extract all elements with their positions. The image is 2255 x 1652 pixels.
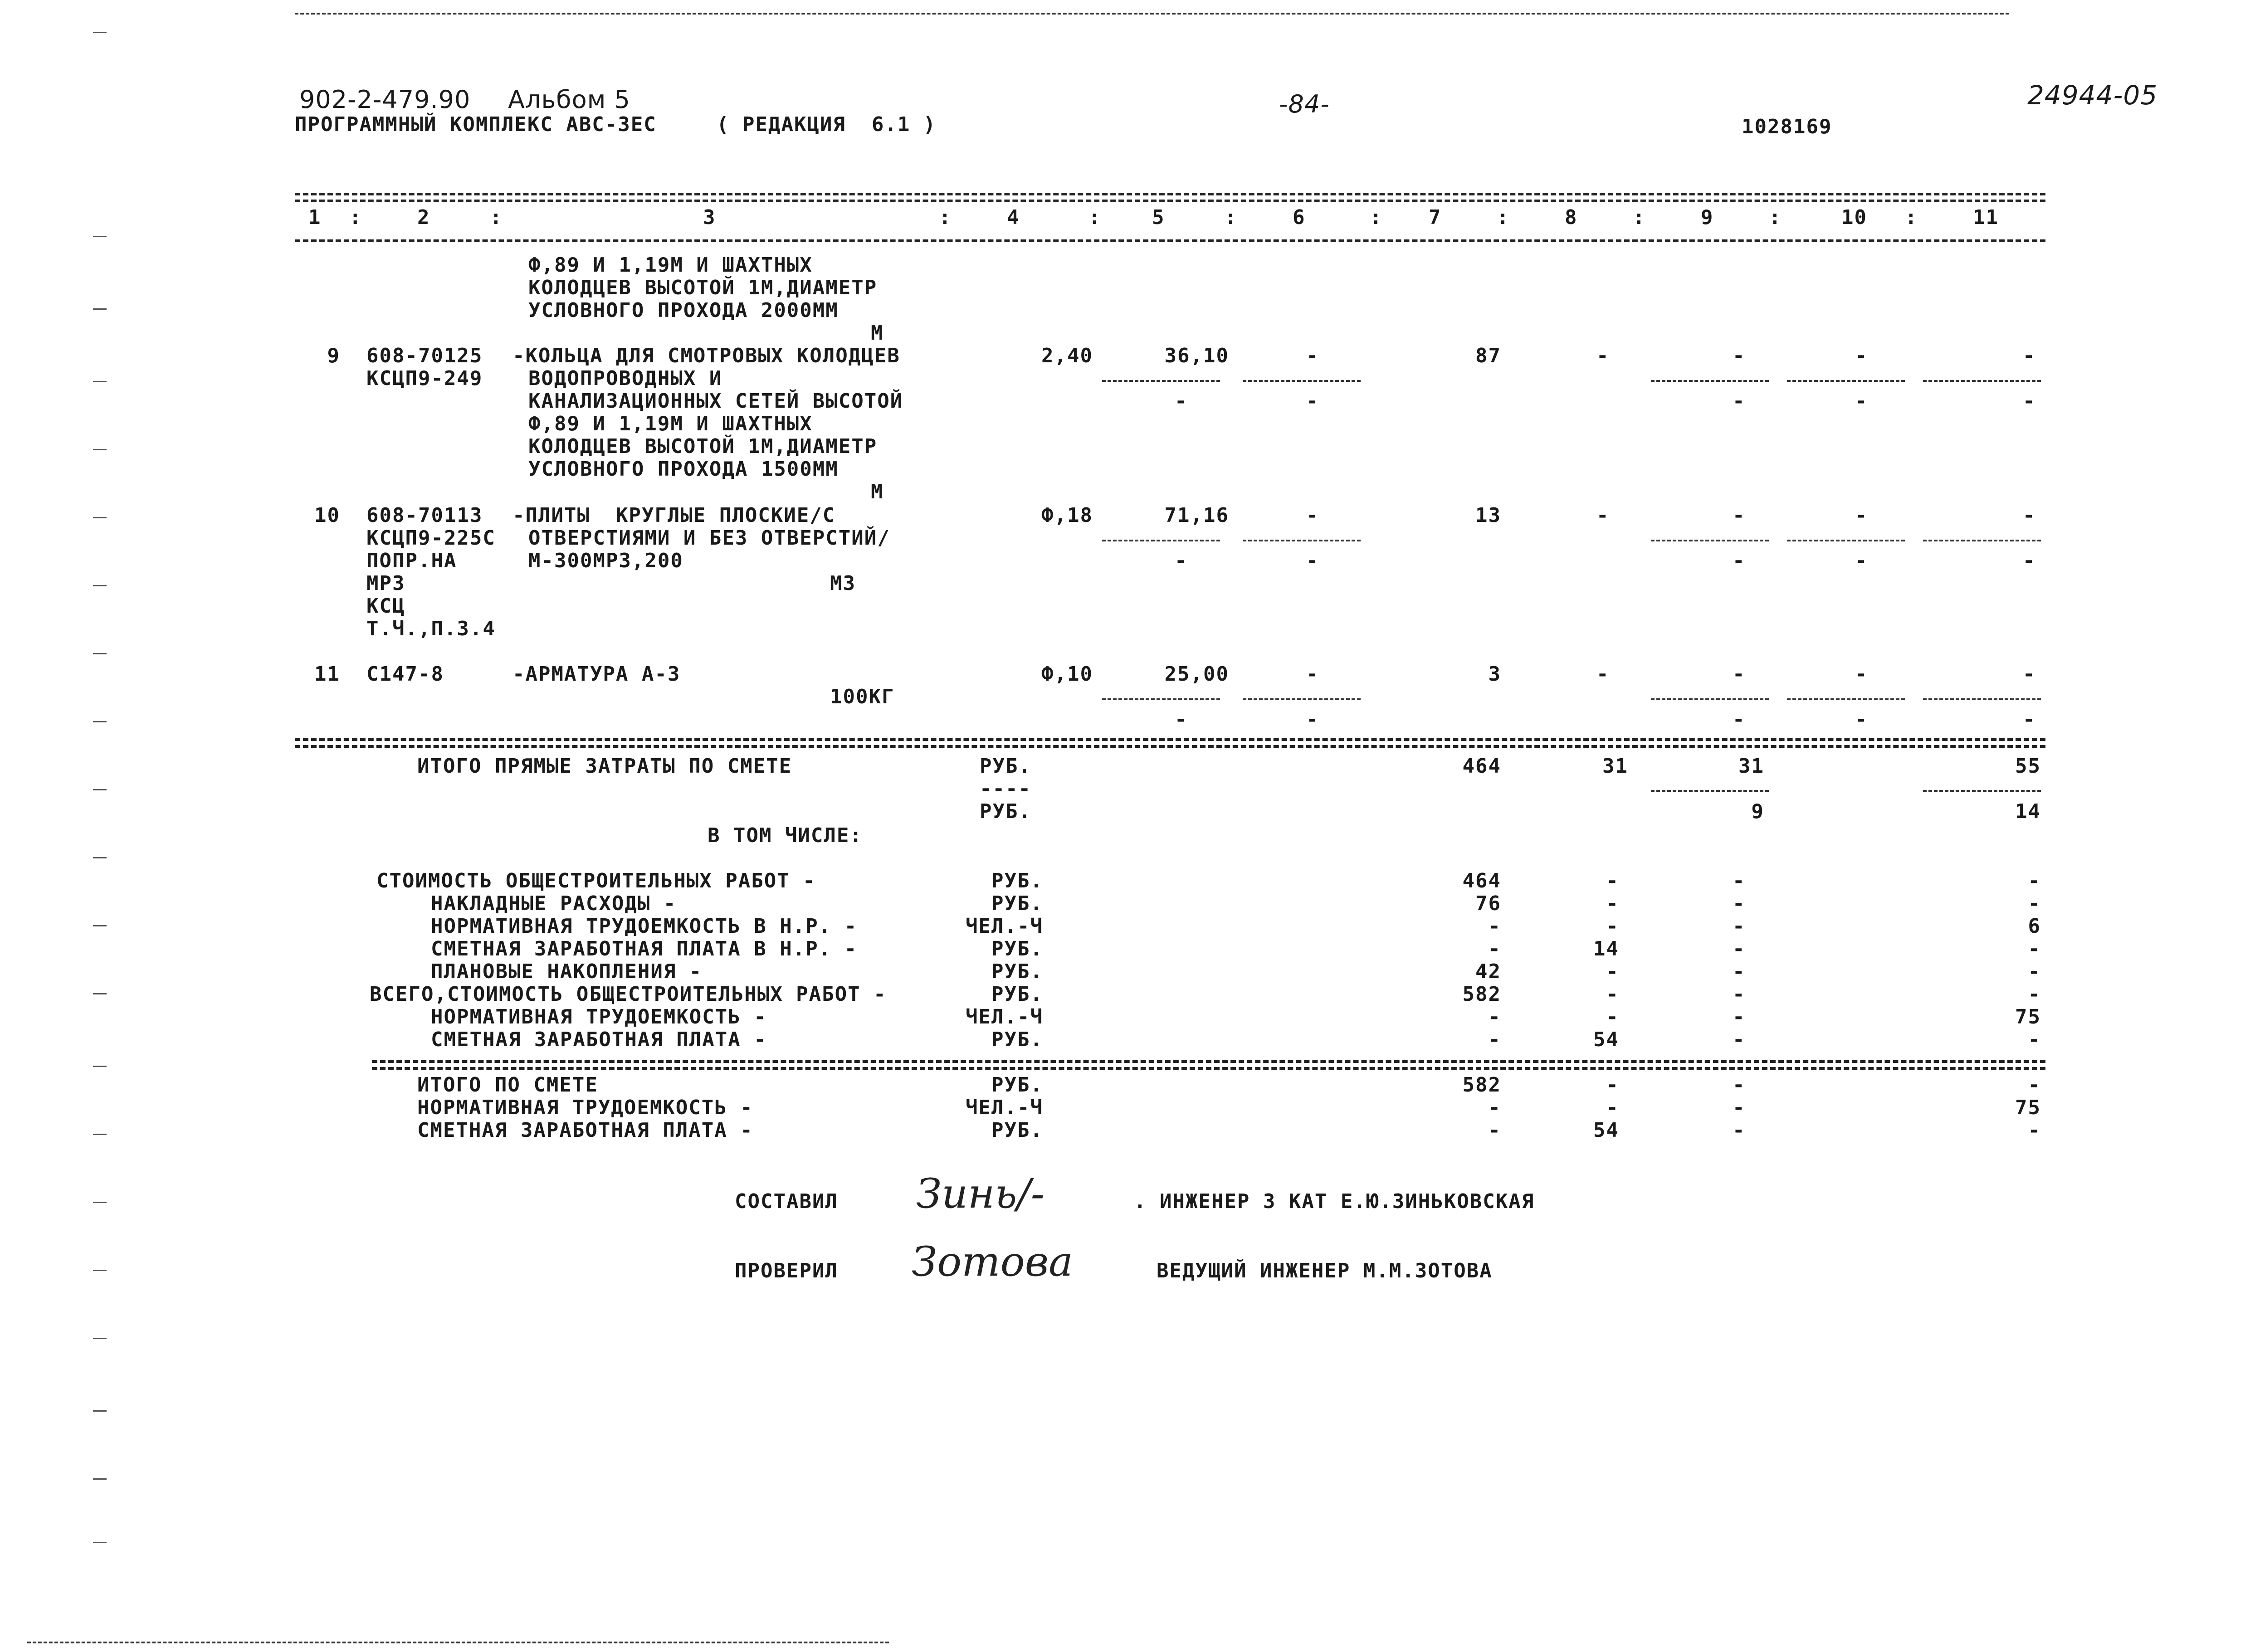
totals-c11: - [2028,1073,2041,1096]
margin-tick [93,1134,107,1135]
column-header-cell: : [1769,206,1782,229]
breakdown-unit: РУБ. [991,869,1043,892]
item-s6: - [1306,390,1319,413]
direct-costs-label: ИТОГО ПРЯМЫЕ ЗАТРАТЫ ПО СМЕТЕ [417,755,792,778]
totals-c9: - [1733,1096,1746,1119]
item-c9: - [1733,344,1746,367]
item-sub-rule [1923,540,2041,541]
item-s9: - [1733,390,1746,413]
item-sub-rule [1243,380,1361,382]
item-c11: - [2023,344,2036,367]
column-header-cell: 8 [1565,206,1578,229]
item-description-line: УСЛОВНОГО ПРОХОДА 1500ММ [528,458,839,481]
item-code-line: Т.Ч.,П.3.4 [366,617,496,640]
margin-tick [93,1410,107,1412]
checked-label: ПРОВЕРИЛ [735,1259,838,1282]
item-c6: - [1306,504,1319,527]
item-sub-rule [1651,540,1769,541]
item-c10: - [1855,504,1868,527]
breakdown-c8: - [1606,892,1619,915]
continuation-line: КОЛОДЦЕВ ВЫСОТОЙ 1М,ДИАМЕТР [528,276,878,299]
item-c8: - [1596,663,1610,686]
item-sub-rule [1102,540,1220,541]
checked-signature: Зотова [912,1238,1073,1286]
totals-unit: ЧЕЛ.-Ч [966,1096,1043,1119]
item-c10: - [1855,344,1868,367]
top-edge-line [295,13,2009,15]
column-header-cell: 5 [1152,206,1165,229]
totals-c11: 75 [2015,1096,2041,1119]
breakdown-c9: - [1733,869,1746,892]
breakdown-c9: - [1733,960,1746,983]
breakdown-c11: - [2028,960,2041,983]
item-sub-rule [1923,380,2041,382]
item-c11: - [2023,663,2036,686]
margin-tick [93,381,107,382]
item-s6: - [1306,708,1319,731]
item-unit: 100КГ [830,685,895,708]
item-s10: - [1855,390,1868,413]
totals-unit: РУБ. [991,1119,1043,1142]
breakdown-unit: ЧЕЛ.-Ч [966,915,1043,938]
direct-costs-sub-rule-9 [1651,790,1769,792]
totals-c7: 582 [1462,1073,1501,1096]
continuation-unit: М [871,322,884,345]
doc-code: 902-2-479.90 [299,85,471,114]
compiled-label: СОСТАВИЛ [735,1190,838,1213]
totals-label: ИТОГО ПО СМЕТЕ [417,1073,598,1096]
continuation-line: Ф,89 И 1,19М И ШАХТНЫХ [528,253,813,277]
totals-rule-2 [372,1067,2045,1070]
column-header-cell: 10 [1841,206,1867,229]
breakdown-label: ПЛАНОВЫЕ НАКОПЛЕНИЯ - [431,960,703,983]
margin-tick [93,308,107,310]
margin-tick [93,857,107,858]
column-header-cell: 4 [1007,206,1020,229]
breakdown-label: ВСЕГО,СТОИМОСТЬ ОБЩЕСТРОИТЕЛЬНЫХ РАБОТ - [370,983,887,1006]
margin-tick [93,925,107,926]
direct-costs-unit2: РУБ. [980,800,1031,823]
item-description-line: -КОЛЬЦА ДЛЯ СМОТРОВЫХ КОЛОДЦЕВ [512,344,900,367]
item-sub-rule [1651,380,1769,382]
item-c7: 3 [1488,663,1501,686]
item-code-line: ПОПР.НА [366,549,457,572]
breakdown-label: СМЕТНАЯ ЗАРАБОТНАЯ ПЛАТА В Н.Р. - [431,937,858,960]
direct-costs-c9: 31 [1738,755,1764,778]
item-sub-rule [1243,698,1361,700]
item-c5: 25,00 [1164,663,1229,686]
breakdown-c8: 54 [1593,1028,1619,1051]
item-c9: - [1733,504,1746,527]
item-s11: - [2023,390,2036,413]
item-s5: - [1175,549,1188,572]
item-c5: 71,16 [1164,504,1229,527]
breakdown-c9: - [1733,892,1746,915]
totals-c9: - [1733,1119,1746,1142]
item-sub-rule [1102,380,1220,382]
column-header-cell: : [490,206,503,229]
breakdown-c9: - [1733,937,1746,960]
breakdown-c7: - [1488,1028,1501,1051]
breakdown-c7: 42 [1475,960,1501,983]
item-s5: - [1175,390,1188,413]
column-header-cell: : [1088,206,1102,229]
item-c8: - [1596,344,1610,367]
totals-rule [372,1060,2045,1063]
breakdown-label: НОРМАТИВНАЯ ТРУДОЕМКОСТЬ В Н.Р. - [431,915,858,938]
column-header-cell: 6 [1293,206,1306,229]
breakdown-c11: - [2028,892,2041,915]
totals-c8: - [1606,1073,1619,1096]
item-sub-rule [1651,698,1769,700]
item-c5: 36,10 [1164,344,1229,367]
breakdown-label: СМЕТНАЯ ЗАРАБОТНАЯ ПЛАТА - [431,1028,767,1051]
compiled-by: . ИНЖЕНЕР 3 КАТ Е.Ю.ЗИНЬКОВСКАЯ [1134,1190,1535,1213]
page-number: -84- [1279,90,1330,118]
margin-tick [93,32,107,33]
album-label: Альбом 5 [508,85,630,114]
items-rule-2 [295,745,2045,748]
breakdown-c11: - [2028,937,2041,960]
margin-tick [93,789,107,790]
item-c7: 87 [1475,344,1501,367]
item-description-line: -ПЛИТЫ КРУГЛЫЕ ПЛОСКИЕ/С [512,504,836,527]
item-s10: - [1855,708,1868,731]
item-s9: - [1733,708,1746,731]
margin-tick [93,721,107,722]
column-header-cell: : [1225,206,1238,229]
item-code-line: 608-70113 [366,504,483,527]
breakdown-c8: - [1606,960,1619,983]
column-header-cell: 2 [417,206,430,229]
direct-costs-c11: 55 [2015,755,2041,778]
margin-tick [93,449,107,450]
item-s10: - [1855,549,1868,572]
item-c4: Ф,10 [1041,663,1093,686]
item-description-line: ОТВЕРСТИЯМИ И БЕЗ ОТВЕРСТИЙ/ [528,526,890,550]
item-unit: М [871,480,884,503]
item-code-line: С147-8 [366,663,444,686]
item-c6: - [1306,344,1319,367]
breakdown-c11: 6 [2028,915,2041,938]
margin-tick [93,993,107,994]
breakdown-c8: - [1606,869,1619,892]
item-sub-rule [1787,698,1905,700]
column-header-cell: 3 [703,206,716,229]
column-header-cell: : [1497,206,1510,229]
item-description-line: КАНАЛИЗАЦИОННЫХ СЕТЕЙ ВЫСОТОЙ [528,390,903,413]
column-header-cell: : [1633,206,1646,229]
stamp-number: 24944-05 [2027,80,2158,111]
breakdown-c11: - [2028,869,2041,892]
direct-costs-s11: 14 [2015,800,2041,823]
item-c4: Ф,18 [1041,504,1093,527]
totals-unit: РУБ. [991,1073,1043,1096]
item-description-line: Ф,89 И 1,19М И ШАХТНЫХ [528,412,813,435]
margin-tick [93,236,107,237]
breakdown-unit: РУБ. [991,983,1043,1006]
breakdown-c7: - [1488,1005,1501,1028]
margin-tick [93,1066,107,1067]
item-c11: - [2023,504,2036,527]
direct-costs-c8: 31 [1602,755,1628,778]
totals-label: СМЕТНАЯ ЗАРАБОТНАЯ ПЛАТА - [417,1119,753,1142]
header-rule-bottom [295,239,2045,242]
direct-costs-unit: РУБ. [980,755,1031,778]
column-header-cell: 7 [1429,206,1442,229]
header-rule-top-2 [295,200,2045,202]
breakdown-c9: - [1733,1028,1746,1051]
breakdown-c7: 76 [1475,892,1501,915]
breakdown-c7: 582 [1462,983,1501,1006]
item-code-line: 608-70125 [366,344,483,367]
totals-c9: - [1733,1073,1746,1096]
item-c8: - [1596,504,1610,527]
item-unit: М3 [830,572,856,595]
column-header-cell: : [1905,206,1918,229]
item-s5: - [1175,708,1188,731]
breakdown-c7: - [1488,915,1501,938]
item-sub-rule [1787,540,1905,541]
edition: ( РЕДАКЦИЯ 6.1 ) [717,113,937,136]
item-code-line: КСЦП9-225С [366,526,496,550]
column-header-cell: 1 [308,206,322,229]
margin-tick [93,1270,107,1271]
item-c10: - [1855,663,1868,686]
item-s9: - [1733,549,1746,572]
item-c4: 2,40 [1041,344,1093,367]
item-code-line: КСЦП9-249 [366,367,483,390]
item-sub-rule [1923,698,2041,700]
breakdown-c7: 464 [1462,869,1501,892]
totals-label: НОРМАТИВНАЯ ТРУДОЕМКОСТЬ - [417,1096,753,1119]
totals-c8: 54 [1593,1119,1619,1142]
checked-by: ВЕДУЩИЙ ИНЖЕНЕР М.М.ЗОТОВА [1157,1259,1493,1282]
item-description-line: ВОДОПРОВОДНЫХ И [528,367,722,390]
breakdown-label: НАКЛАДНЫЕ РАСХОДЫ - [431,892,677,915]
breakdown-c9: - [1733,983,1746,1006]
item-sub-rule [1787,380,1905,382]
margin-tick [93,1338,107,1339]
totals-c11: - [2028,1119,2041,1142]
item-code-line: МР3 [366,572,405,595]
continuation-line: УСЛОВНОГО ПРОХОДА 2000ММ [528,299,839,322]
item-number: 10 [314,504,340,527]
column-header-cell: : [939,206,952,229]
breakdown-unit: РУБ. [991,937,1043,960]
compiled-signature: Зинь/- [916,1170,1045,1218]
item-code-line: КСЦ [366,595,405,618]
margin-tick [93,1478,107,1480]
column-header-cell: : [1370,206,1383,229]
breakdown-c11: - [2028,983,2041,1006]
margin-tick [93,517,107,518]
column-header-cell: 11 [1973,206,1999,229]
direct-costs-s9: 9 [1751,800,1764,823]
breakdown-label: НОРМАТИВНАЯ ТРУДОЕМКОСТЬ - [431,1005,767,1028]
item-description-line: КОЛОДЦЕВ ВЫСОТОЙ 1М,ДИАМЕТР [528,435,878,458]
breakdown-c11: 75 [2015,1005,2041,1028]
program-title: ПРОГРАММНЫЙ КОМПЛЕКС АВС-3ЕС [295,113,657,136]
item-s6: - [1306,549,1319,572]
breakdown-unit: ЧЕЛ.-Ч [966,1005,1043,1028]
totals-c8: - [1606,1096,1619,1119]
item-description-line: М-300МР3,200 [528,549,683,572]
direct-costs-c7: 464 [1462,755,1501,778]
breakdown-unit: РУБ. [991,960,1043,983]
item-c7: 13 [1475,504,1501,527]
breakdown-label: СТОИМОСТЬ ОБЩЕСТРОИТЕЛЬНЫХ РАБОТ - [376,869,816,892]
item-s11: - [2023,708,2036,731]
doc-id: 1028169 [1742,115,1832,138]
item-number: 9 [327,344,340,367]
direct-costs-unit-dash: ---- [980,777,1031,800]
header-rule-top [295,193,2045,195]
breakdown-c9: - [1733,915,1746,938]
item-description-line: -АРМАТУРА А-3 [512,663,681,686]
item-number: 11 [314,663,340,686]
breakdown-c7: - [1488,937,1501,960]
margin-tick [93,1202,107,1203]
breakdown-c8: - [1606,915,1619,938]
breakdown-unit: РУБ. [991,1028,1043,1051]
margin-tick [93,1542,107,1543]
breakdown-c8: 14 [1593,937,1619,960]
breakdown-c9: - [1733,1005,1746,1028]
totals-c7: - [1488,1096,1501,1119]
breakdown-unit: РУБ. [991,892,1043,915]
breakdown-c11: - [2028,1028,2041,1051]
margin-tick [93,653,107,654]
direct-costs-sub-rule-11 [1923,790,2041,792]
item-s11: - [2023,549,2036,572]
item-c6: - [1306,663,1319,686]
items-rule [295,738,2045,741]
breakdown-c8: - [1606,1005,1619,1028]
totals-c7: - [1488,1119,1501,1142]
column-header-cell: 9 [1701,206,1714,229]
bottom-edge-line [27,1642,889,1643]
breakdown-c8: - [1606,983,1619,1006]
item-sub-rule [1102,698,1220,700]
item-c9: - [1733,663,1746,686]
item-sub-rule [1243,540,1361,541]
margin-tick [93,585,107,586]
column-header-cell: : [349,206,362,229]
including-label: В ТОМ ЧИСЛЕ: [708,824,863,847]
